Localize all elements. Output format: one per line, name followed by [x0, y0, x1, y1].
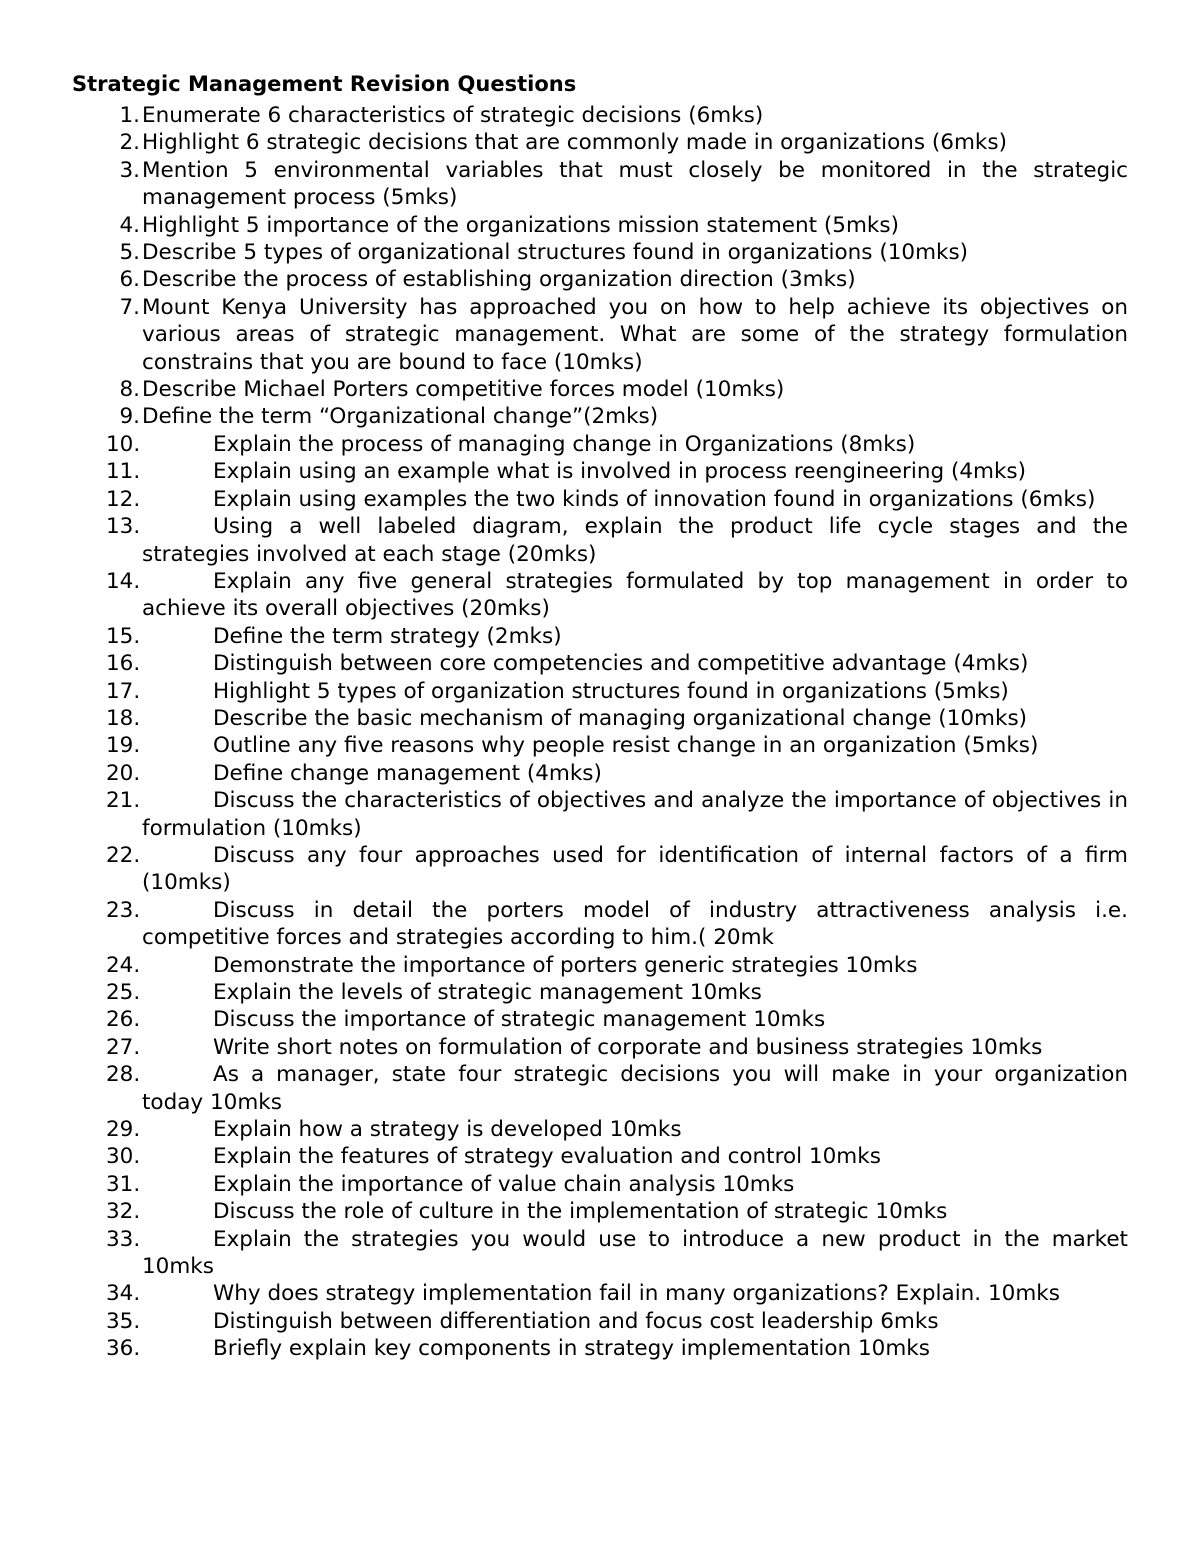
question-text: Describe Michael Porters competitive forces model (10mks) [142, 377, 785, 403]
question-item [72, 239, 1128, 266]
question-number: 7. [119, 294, 140, 320]
question-text: Define the term “Organizational change”(2mks) [142, 404, 659, 430]
question-item [72, 650, 1128, 677]
question-item [72, 842, 1128, 897]
question-number: 29. [106, 1117, 141, 1143]
question-text: Explain the process of managing change in Organizations (8mks) [213, 431, 916, 457]
question-number: 33. [106, 1226, 141, 1252]
question-item [72, 979, 1128, 1006]
question-text: Explain using examples the two kinds of innovation found in organizations (6mks) [213, 486, 1096, 512]
question-item [72, 1061, 1128, 1116]
question-item [72, 952, 1128, 979]
question-number: 25. [106, 980, 141, 1005]
question-item [72, 787, 1128, 842]
question-number: 5. [119, 240, 140, 266]
question-number: 16. [106, 651, 141, 677]
question-item [72, 1198, 1128, 1225]
question-number: 19. [106, 733, 141, 759]
question-number: 30. [106, 1144, 141, 1170]
question-text: Explain the importance of value chain analysis 10mks [213, 1171, 795, 1197]
question-text: Discuss any four approaches used for identification of internal factors of a firm (10mks) [142, 842, 1128, 896]
question-text: Using a well labeled diagram, explain the product life cycle stages and the strategies involved at each stage (20mks) [142, 514, 1128, 567]
question-number: 15. [106, 623, 141, 649]
question-item [72, 513, 1128, 568]
question-text: Explain using an example what is involved in process reengineering (4mks) [213, 459, 1027, 485]
question-number: 24. [106, 952, 141, 978]
question-number: 27. [106, 1034, 141, 1060]
question-text: Distinguish between differentiation and focus cost leadership 6mks [213, 1308, 939, 1334]
question-number: 36. [106, 1336, 141, 1362]
question-number: 14. [106, 568, 141, 594]
question-item [72, 678, 1128, 705]
question-item [72, 1006, 1128, 1033]
question-item [72, 1335, 1128, 1362]
question-number: 17. [106, 678, 141, 704]
question-item [72, 102, 1128, 129]
question-number: 12. [106, 486, 141, 512]
question-number: 28. [106, 1062, 141, 1088]
question-number: 18. [106, 705, 141, 731]
question-text: Highlight 6 strategic decisions that are commonly made in organizations (6mks) [142, 130, 1007, 156]
question-number: 31. [106, 1171, 141, 1197]
question-number: 13. [106, 514, 141, 540]
question-text: Outline any five reasons why people resist change in an organization (5mks) [213, 733, 1039, 759]
question-text: Discuss the role of culture in the implementation of strategic 10mks [213, 1199, 948, 1225]
question-item [72, 1226, 1128, 1281]
question-number: 11. [106, 459, 141, 485]
question-item [72, 129, 1128, 156]
question-text: Write short notes on formulation of corporate and business strategies 10mks [213, 1034, 1043, 1060]
question-text: Why does strategy implementation fail in many organizations? Explain. 10mks [213, 1281, 1060, 1307]
question-number: 2. [119, 130, 140, 156]
question-item [72, 486, 1128, 513]
question-item [72, 897, 1128, 952]
question-item [72, 705, 1128, 732]
question-number: 10. [106, 431, 141, 457]
question-number: 26. [106, 1007, 141, 1033]
question-item [72, 458, 1128, 485]
question-text: Explain the strategies you would use to introduce a new product in the market 10mks [142, 1226, 1128, 1280]
question-number: 32. [106, 1199, 141, 1225]
question-item [72, 294, 1128, 376]
question-item [72, 760, 1128, 787]
question-text: Distinguish between core competencies and competitive advantage (4mks) [213, 651, 1029, 677]
question-number: 1. [119, 103, 140, 128]
question-list [72, 102, 1128, 1363]
question-item [72, 732, 1128, 759]
question-text: Demonstrate the importance of porters generic strategies 10mks [213, 952, 918, 978]
question-item [72, 1143, 1128, 1170]
question-text: Define the term strategy (2mks) [213, 623, 562, 649]
question-text: Explain the levels of strategic management 10mks [213, 980, 762, 1005]
question-text: Discuss the characteristics of objectives and analyze the importance of objectives in formulation (10mks) [142, 788, 1128, 841]
question-text: Mention 5 environmental variables that must closely be monitored in the strategic management process (5mks) [142, 157, 1128, 211]
question-text: Describe the basic mechanism of managing organizational change (10mks) [213, 705, 1028, 731]
question-item [72, 403, 1128, 430]
question-item [72, 1171, 1128, 1198]
question-item [72, 157, 1128, 212]
question-number: 8. [119, 377, 140, 403]
question-text: As a manager, state four strategic decisions you will make in your organization today 10mks [142, 1062, 1128, 1115]
question-text: Explain any five general strategies formulated by top management in order to achieve its overall objectives (20mks) [142, 568, 1128, 622]
question-item [72, 1280, 1128, 1307]
page-title: Strategic Management Revision Questions [72, 72, 577, 96]
question-number: 23. [106, 897, 141, 923]
question-text: Discuss the importance of strategic management 10mks [213, 1007, 826, 1033]
question-text: Describe 5 types of organizational structures found in organizations (10mks) [142, 240, 969, 266]
question-text: Discuss in detail the porters model of industry attractiveness analysis i.e. competitive forces and strategies according to him.( 20mk [142, 897, 1128, 951]
question-number: 22. [106, 842, 141, 868]
question-text: Mount Kenya University has approached you on how to help achieve its objectives on various areas of strategic management. What are some of the strategy formulation constrains that you are bound to face (10mks) [142, 294, 1128, 375]
question-item [72, 568, 1128, 623]
question-item [72, 1034, 1128, 1061]
question-text: Explain the features of strategy evaluation and control 10mks [213, 1144, 881, 1170]
question-text: Explain how a strategy is developed 10mks [213, 1117, 682, 1143]
question-number: 3. [119, 157, 140, 183]
question-number: 21. [106, 788, 141, 814]
question-item [72, 623, 1128, 650]
question-text: Highlight 5 types of organization structures found in organizations (5mks) [213, 678, 1009, 704]
question-item [72, 212, 1128, 239]
question-text: Briefly explain key components in strategy implementation 10mks [213, 1336, 930, 1362]
question-item [72, 1116, 1128, 1143]
question-number: 20. [106, 760, 141, 786]
question-text: Enumerate 6 characteristics of strategic decisions (6mks) [142, 103, 764, 128]
question-item [72, 431, 1128, 458]
question-number: 9. [119, 404, 140, 430]
question-item [72, 376, 1128, 403]
question-number: 6. [119, 267, 140, 293]
question-number: 35. [106, 1308, 141, 1334]
question-text: Describe the process of establishing organization direction (3mks) [142, 267, 856, 293]
question-item [72, 266, 1128, 293]
question-number: 34. [106, 1281, 141, 1307]
question-text: Define change management (4mks) [213, 760, 602, 786]
question-number: 4. [119, 212, 140, 238]
question-item [72, 1308, 1128, 1335]
question-text: Highlight 5 importance of the organizations mission statement (5mks) [142, 212, 899, 238]
